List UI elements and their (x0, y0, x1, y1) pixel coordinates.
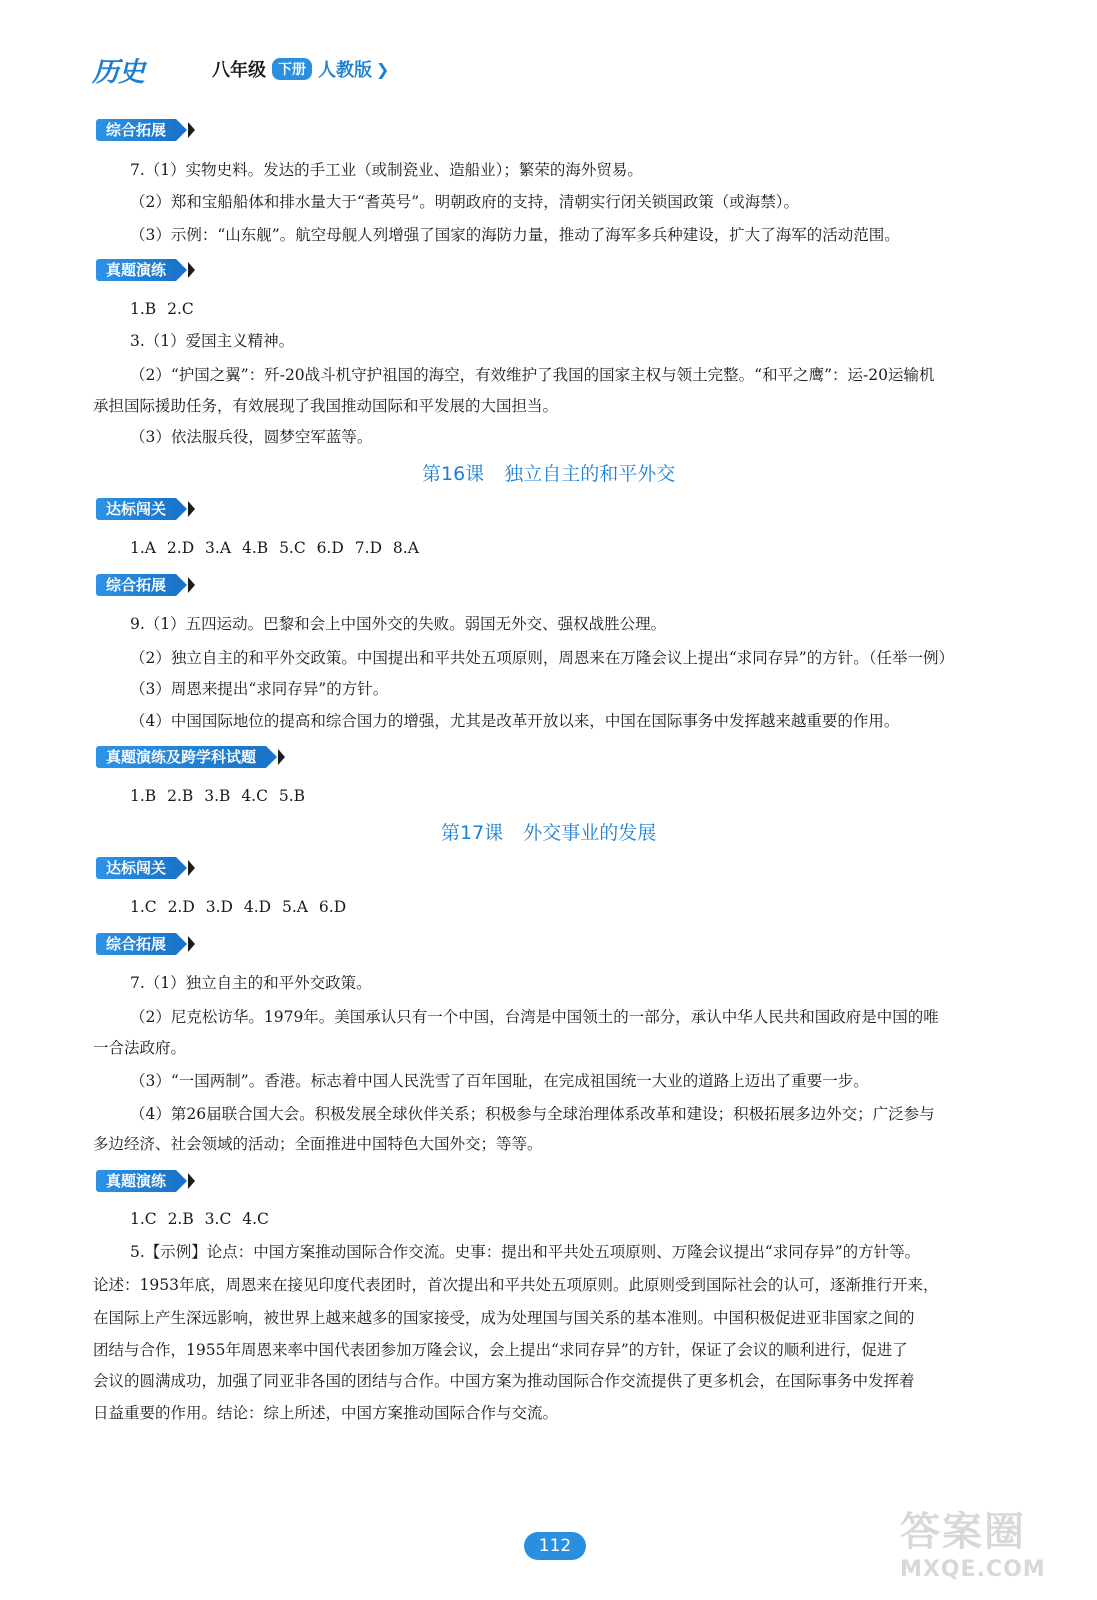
section-tag-label: 综合拓展 (96, 933, 176, 955)
edition-label: 人教版 (318, 60, 372, 81)
tag-arrow-icon (176, 498, 187, 520)
page-header (92, 50, 422, 90)
answer-line: 在国际上产生深远影响，被世界上越来越多的国家接受，成为处理国与国关系的基本准则。中国积极促进亚非国家之间的 (93, 1309, 915, 1327)
answer-line: （2）尼克松访华。1979年。美国承认只有一个中国，台湾是中国领土的一部分，承认中华人民共和国政府是中国的唯 (130, 1008, 939, 1026)
answer-line: 论述：1953年底，周恩来在接见印度代表团时，首次提出和平共处五项原则。此原则受到国际社会的认可，逐渐推行开来， (93, 1276, 939, 1294)
answer-line: 7.（1）实物史料。发达的手工业（或制瓷业、造船业）；繁荣的海外贸易。 (130, 161, 643, 179)
answer-line: 一合法政府。 (93, 1039, 187, 1057)
section-tag-label: 达标闯关 (96, 857, 176, 879)
choice-answers: 1.C 2.D 3.D 4.D 5.A 6.D (130, 898, 347, 916)
section-tag-label: 真题演练 (96, 259, 176, 281)
watermark-logo (900, 1500, 1080, 1590)
answer-line: 会议的圆满成功，加强了同亚非各国的团结与合作。中国方案为推动国际合作交流提供了更多机会，在国际事务中发挥着 (93, 1372, 915, 1390)
subject-logo: 历史 (92, 57, 144, 88)
choice-answers: 1.A 2.D 3.A 4.B 5.C 6.D 7.D 8.A (130, 539, 419, 557)
answer-line: （3）“一国两制”。香港。标志着中国人民洗雪了百年国耻，在完成祖国统一大业的道路上迈出了重要一步。 (130, 1072, 869, 1090)
section-tag-label: 达标闯关 (96, 498, 176, 520)
lesson-title (422, 459, 675, 486)
grade-label: 八年级 (212, 60, 266, 81)
tag-arrow-icon (176, 933, 187, 955)
tag-arrow-icon (188, 262, 195, 278)
section-tag-label: 综合拓展 (96, 119, 176, 141)
tag-arrow-icon (188, 936, 195, 952)
section-tag-label: 真题演练 (96, 1170, 176, 1192)
section-tag-real-exam-cross (96, 746, 285, 768)
section-tag-pass-level-1 (96, 498, 195, 520)
answer-line: 承担国际援助任务，有效展现了我国推动国际和平发展的大国担当。 (93, 397, 559, 415)
answer-line: 7.（1）独立自主的和平外交政策。 (130, 974, 372, 992)
choice-answers: 1.C 2.B 3.C 4.C (130, 1210, 269, 1228)
section-tag-pass-level-2 (96, 857, 195, 879)
answer-line: （2）郑和宝船船体和排水量大于“耆英号”。明朝政府的支持，清朝实行闭关锁国政策（或海禁）。 (130, 193, 799, 211)
answer-line: （2）独立自主的和平外交政策。中国提出和平共处五项原则，周恩来在万隆会议上提出“求同存异”的方针。（任举一例） (130, 649, 954, 667)
tag-arrow-icon (188, 501, 195, 517)
volume-badge: 下册 (272, 58, 312, 80)
answer-line: （4）第26届联合国大会。积极发展全球伙伴关系；积极参与全球治理体系改革和建设；积极拓展多边外交；广泛参与 (130, 1105, 935, 1123)
tag-arrow-icon (176, 574, 187, 596)
tag-arrow-icon (176, 857, 187, 879)
answer-line: 日益重要的作用。结论：综上所述，中国方案推动国际合作与交流。 (93, 1404, 559, 1422)
tag-arrow-icon (188, 1173, 195, 1189)
answer-line: 团结与合作，1955年周恩来率中国代表团参加万隆会议，会上提出“求同存异”的方针，保证了会议的顺利进行，促进了 (93, 1341, 908, 1359)
watermark-url: MXQE.COM (900, 1557, 1046, 1582)
answer-line: （4）中国国际地位的提高和综合国力的增强，尤其是改革开放以来，中国在国际事务中发挥越来越重要的作用。 (130, 712, 900, 730)
answer-line: （3）示例：“山东舰”。航空母舰人列增强了国家的海防力量，推动了海军多兵种建设，扩大了海军的活动范围。 (130, 226, 900, 244)
tag-arrow-icon (278, 749, 285, 765)
tag-arrow-icon (176, 119, 187, 141)
answer-line: 9.（1）五四运动。巴黎和会上中国外交的失败。弱国无外交、强权战胜公理。 (130, 615, 667, 633)
lesson-title (441, 818, 656, 845)
header-arrow-icon: ❯ (376, 59, 390, 79)
section-tag-label: 真题演练及跨学科试题 (96, 746, 266, 768)
lesson-name: 外交事业的发展 (523, 822, 657, 844)
lesson-name: 独立自主的和平外交 (504, 463, 676, 485)
section-tag-comprehensive-1 (96, 119, 195, 141)
section-tag-comprehensive-2 (96, 574, 195, 596)
header-info (212, 56, 389, 82)
answer-line: （3）周恩来提出“求同存异”的方针。 (130, 680, 389, 698)
answer-line: 5.【示例】论点：中国方案推动国际合作交流。史事：提出和平共处五项原则、万隆会议提出“求同存异”的方针等。 (130, 1243, 921, 1261)
tag-arrow-icon (176, 1170, 187, 1192)
section-tag-real-exam-2 (96, 1170, 195, 1192)
answer-line: （3）依法服兵役，圆梦空军蓝等。 (130, 428, 373, 446)
tag-arrow-icon (176, 259, 187, 281)
tag-arrow-icon (188, 860, 195, 876)
section-tag-label: 综合拓展 (96, 574, 176, 596)
lesson-number: 第17课 (441, 822, 504, 844)
lesson-number: 第16课 (422, 463, 485, 485)
page-number: 112 (524, 1532, 586, 1560)
tag-arrow-icon (188, 577, 195, 593)
choice-answers: 1.B 2.C (130, 300, 194, 318)
answer-line: （2）“护国之翼”：歼-20战斗机守护祖国的海空，有效维护了我国的国家主权与领土完整。“和平之鹰”：运-20运输机 (130, 366, 935, 384)
answer-line: 多边经济、社会领域的活动；全面推进中国特色大国外交；等等。 (93, 1135, 543, 1153)
watermark-text: 答案圈 (900, 1509, 1026, 1555)
tag-arrow-icon (188, 122, 195, 138)
answer-line: 3.（1）爱国主义精神。 (130, 332, 295, 350)
section-tag-comprehensive-3 (96, 933, 195, 955)
tag-arrow-icon (266, 746, 277, 768)
section-tag-real-exam-1 (96, 259, 195, 281)
choice-answers: 1.B 2.B 3.B 4.C 5.B (130, 787, 306, 805)
